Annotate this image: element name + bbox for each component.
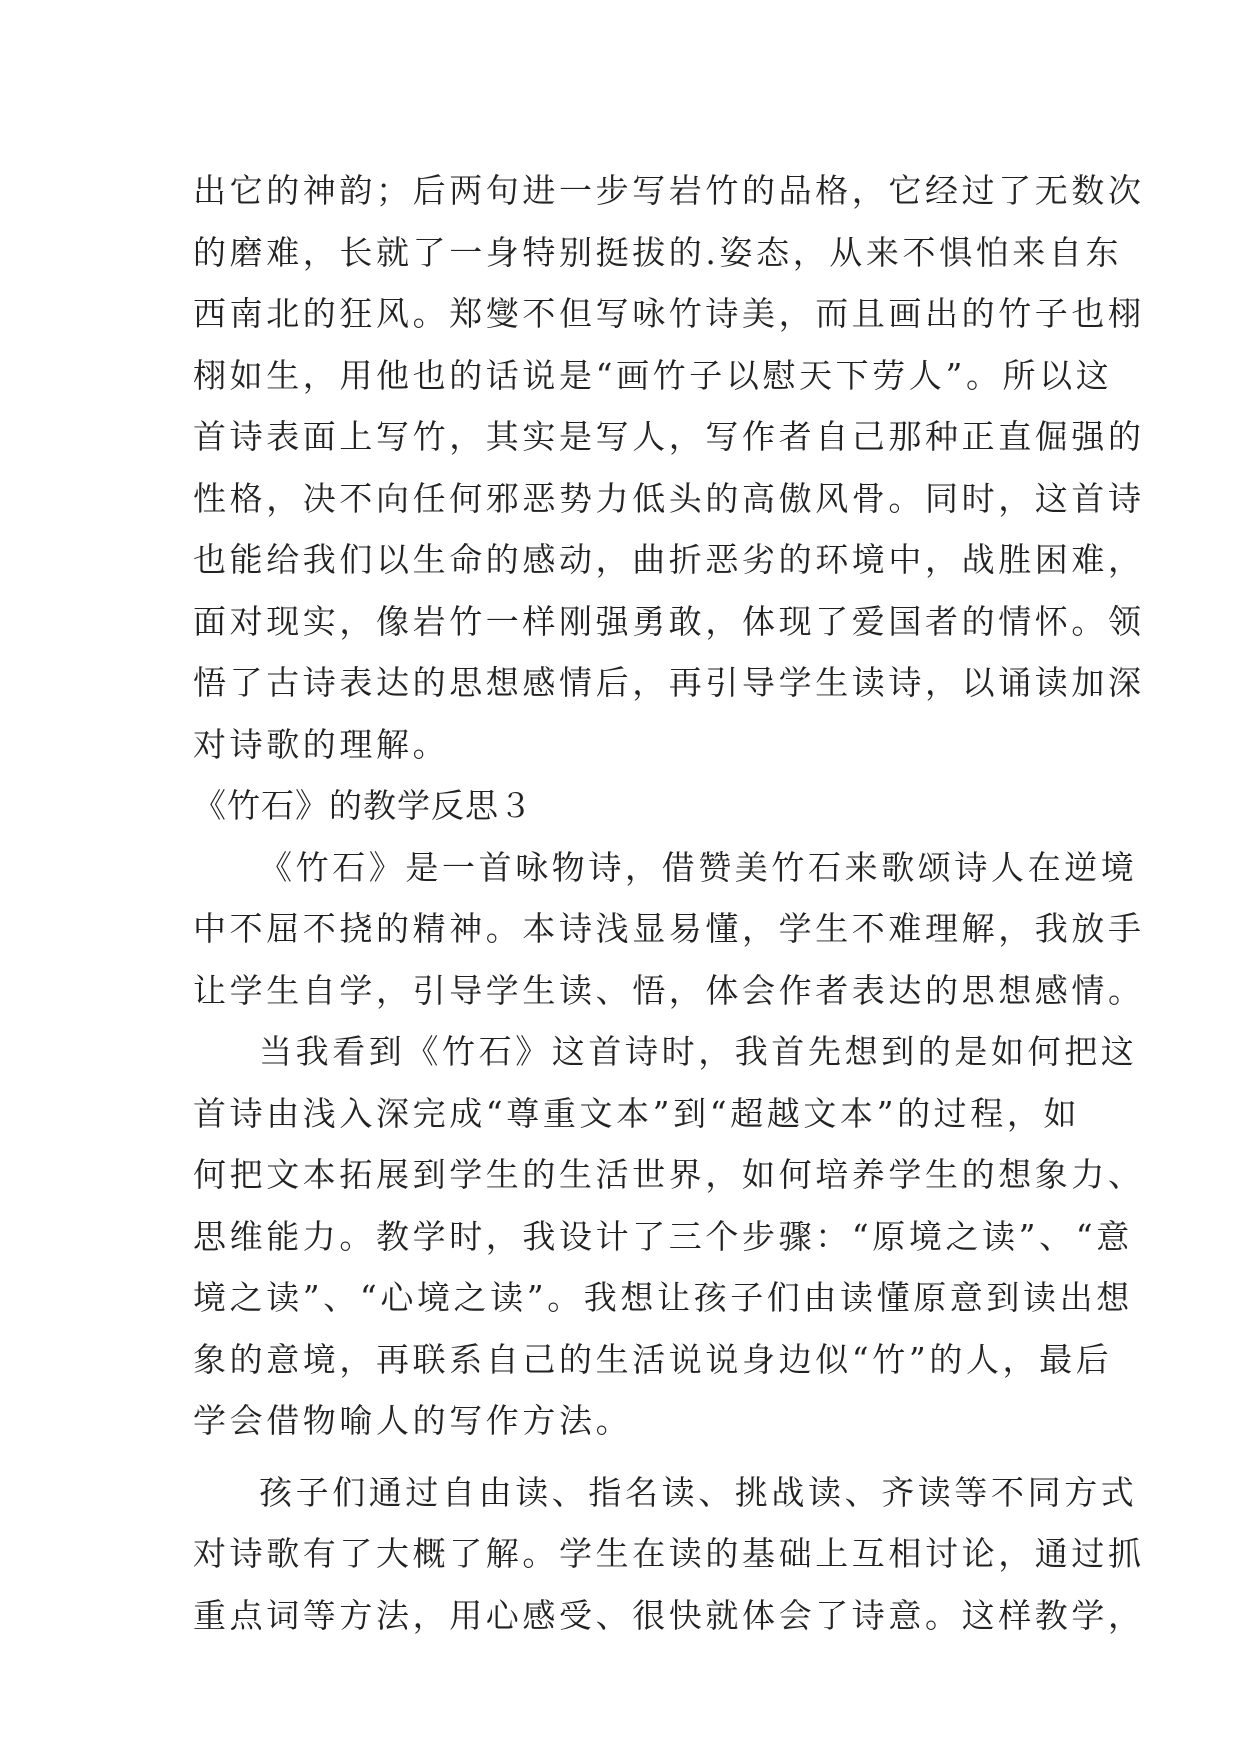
text-line: 出它的神韵；后两句进一步写岩竹的品格，它经过了无数次 bbox=[193, 171, 1145, 210]
text-line: 首诗由浅入深完成“尊重文本”到“超越文本”的过程，如 bbox=[193, 1093, 1081, 1133]
text-line: 西南北的狂风。郑燮不但写咏竹诗美，而且画出的竹子也栩 bbox=[193, 294, 1145, 333]
section-2-tail-paragraph bbox=[193, 160, 1145, 775]
text-line: 悟了古诗表达的思想感情后，再引导学生读诗，以诵读加深 bbox=[193, 663, 1145, 702]
text-line: 栩如生，用他也的话说是“画竹子以慰天下劳人”。所以这 bbox=[193, 355, 1113, 395]
text-line: 境之读”、“心境之读”。我想让孩子们由读懂原意到读出想 bbox=[193, 1278, 1133, 1317]
text-line: 首诗表面上写竹，其实是写人，写作者自己那种正直倔强的 bbox=[193, 417, 1145, 456]
text-line: 让学生自学，引导学生读、悟，体会作者表达的思想感情。 bbox=[193, 970, 1145, 1010]
text-line: 中不屈不挠的精神。本诗浅显易懂，学生不难理解，我放手 bbox=[193, 909, 1145, 948]
text-line: 孩子们通过自由读、指名读、挑战读、齐读等不同方式 bbox=[259, 1472, 1138, 1512]
text-line: 对诗歌的理解。 bbox=[193, 724, 450, 764]
text-line: 何把文本拓展到学生的生活世界，如何培养学生的想象力、 bbox=[193, 1155, 1145, 1194]
text-line: 对诗歌有了大概了解。学生在读的基础上互相讨论，通过抓 bbox=[193, 1534, 1145, 1573]
text-line: 的磨难，长就了一身特别挺拔的.姿态，从来不惧怕来自东 bbox=[193, 232, 1123, 272]
document-body bbox=[193, 160, 1145, 1646]
text-line: 性格，决不向任何邪恶势力低头的高傲风骨。同时，这首诗 bbox=[193, 478, 1145, 518]
section-3-paragraph-2 bbox=[193, 1021, 1145, 1452]
text-line: 思维能力。教学时，我设计了三个步骤：“原境之读”、“意 bbox=[193, 1216, 1133, 1256]
text-line: 学会借物喻人的写作方法。 bbox=[193, 1401, 633, 1440]
section-3-heading: 《竹石》的教学反思３ bbox=[193, 786, 533, 825]
text-line: 当我看到《竹石》这首诗时，我首先想到的是如何把这 bbox=[259, 1032, 1138, 1071]
text-line: 也能给我们以生命的感动，曲折恶劣的环境中，战胜困难， bbox=[193, 540, 1145, 579]
text-line: 象的意境，再联系自己的生活说说身边似“竹”的人，最后 bbox=[193, 1339, 1113, 1379]
text-line: 《竹石》是一首咏物诗，借赞美竹石来歌颂诗人在逆境 bbox=[259, 847, 1138, 887]
text-line: 重点词等方法，用心感受、很快就体会了诗意。这样教学， bbox=[193, 1595, 1145, 1635]
section-3-paragraph-3 bbox=[193, 1462, 1145, 1647]
section-3-paragraph-1 bbox=[193, 837, 1145, 1022]
text-line: 面对现实，像岩竹一样刚强勇敢，体现了爱国者的情怀。领 bbox=[193, 601, 1145, 641]
